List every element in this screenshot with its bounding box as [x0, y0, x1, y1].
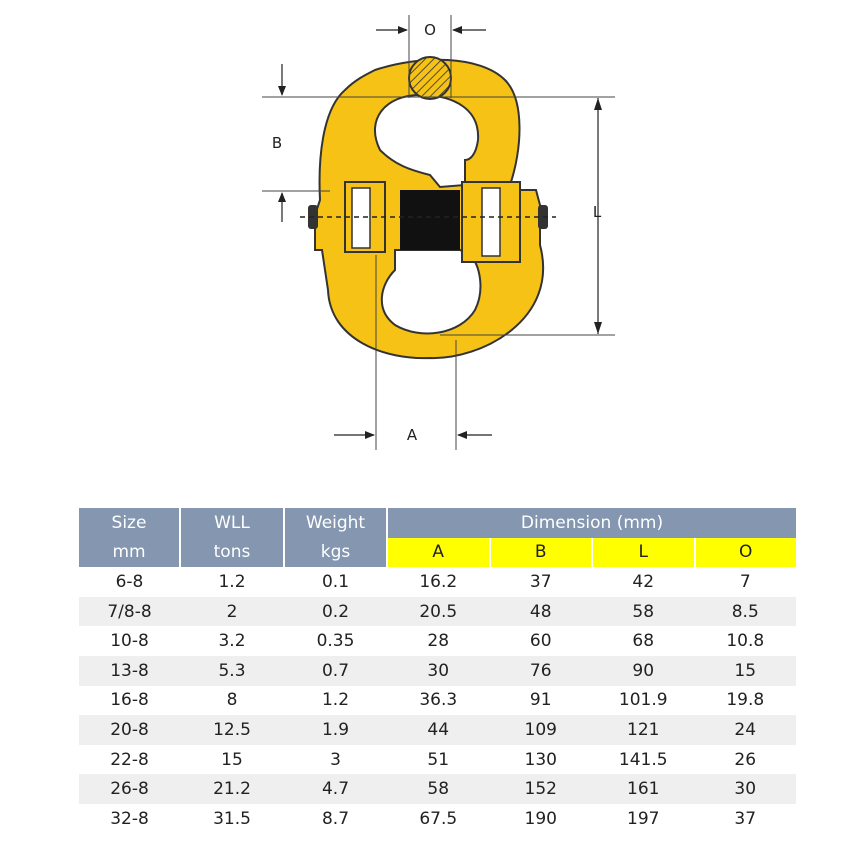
cell-l: 58 — [592, 597, 695, 627]
cell-a: 20.5 — [387, 597, 490, 627]
cell-weight: 3 — [284, 745, 387, 775]
table-row — [79, 656, 796, 686]
cell-weight: 0.7 — [284, 656, 387, 686]
cell-wll: 3.2 — [180, 626, 284, 656]
cell-b: 130 — [490, 745, 593, 775]
cell-l: 68 — [592, 626, 695, 656]
left-bracket-slot — [352, 188, 370, 248]
cell-o: 19.8 — [695, 686, 797, 716]
header-weight: Weight — [284, 508, 387, 538]
cell-size: 32-8 — [79, 804, 180, 834]
header-dim-o: O — [695, 538, 797, 568]
cell-b: 190 — [490, 804, 593, 834]
cell-a: 36.3 — [387, 686, 490, 716]
cell-a: 67.5 — [387, 804, 490, 834]
cell-weight: 0.2 — [284, 597, 387, 627]
cell-size: 10-8 — [79, 626, 180, 656]
spec-table — [79, 508, 796, 834]
header-dim-b: B — [490, 538, 593, 568]
cell-wll: 21.2 — [180, 774, 284, 804]
header-dim-a: A — [387, 538, 490, 568]
cell-size: 16-8 — [79, 686, 180, 716]
cell-wll: 15 — [180, 745, 284, 775]
header-dimension: Dimension (mm) — [387, 508, 796, 538]
dim-label-o: O — [424, 21, 436, 39]
cell-wll: 2 — [180, 597, 284, 627]
header-row-2 — [79, 538, 796, 568]
table-row — [79, 686, 796, 716]
cell-o: 8.5 — [695, 597, 797, 627]
header-wll-unit: tons — [180, 538, 284, 568]
cell-weight: 0.1 — [284, 567, 387, 597]
cell-l: 161 — [592, 774, 695, 804]
cell-l: 42 — [592, 567, 695, 597]
cell-wll: 31.5 — [180, 804, 284, 834]
dim-label-b: B — [271, 134, 283, 152]
cell-size: 6-8 — [79, 567, 180, 597]
cell-o: 15 — [695, 656, 797, 686]
header-wll: WLL — [180, 508, 284, 538]
cell-o: 24 — [695, 715, 797, 745]
table-row — [79, 626, 796, 656]
cell-b: 48 — [490, 597, 593, 627]
cell-a: 51 — [387, 745, 490, 775]
cell-o: 37 — [695, 804, 797, 834]
cell-weight: 1.2 — [284, 686, 387, 716]
table-row — [79, 567, 796, 597]
cell-o: 10.8 — [695, 626, 797, 656]
cell-a: 58 — [387, 774, 490, 804]
header-weight-unit: kgs — [284, 538, 387, 568]
cell-l: 141.5 — [592, 745, 695, 775]
cell-size: 22-8 — [79, 745, 180, 775]
cell-size: 26-8 — [79, 774, 180, 804]
header-dim-l: L — [592, 538, 695, 568]
header-row-1 — [79, 508, 796, 538]
table-row — [79, 597, 796, 627]
cell-weight: 8.7 — [284, 804, 387, 834]
cell-l: 197 — [592, 804, 695, 834]
cell-weight: 1.9 — [284, 715, 387, 745]
cell-l: 101.9 — [592, 686, 695, 716]
cell-b: 76 — [490, 656, 593, 686]
table-row — [79, 715, 796, 745]
o-section — [409, 57, 451, 99]
cell-b: 60 — [490, 626, 593, 656]
table-row — [79, 774, 796, 804]
cell-b: 109 — [490, 715, 593, 745]
table-body — [79, 567, 796, 833]
dim-label-a: A — [406, 426, 418, 444]
cell-a: 16.2 — [387, 567, 490, 597]
right-bracket-slot — [482, 188, 500, 256]
cell-l: 121 — [592, 715, 695, 745]
cell-b: 152 — [490, 774, 593, 804]
cell-wll: 5.3 — [180, 656, 284, 686]
cell-wll: 1.2 — [180, 567, 284, 597]
cell-size: 20-8 — [79, 715, 180, 745]
cell-o: 30 — [695, 774, 797, 804]
cell-a: 30 — [387, 656, 490, 686]
cell-b: 91 — [490, 686, 593, 716]
cell-size: 7/8-8 — [79, 597, 180, 627]
cell-a: 44 — [387, 715, 490, 745]
header-size-unit: mm — [79, 538, 180, 568]
cell-b: 37 — [490, 567, 593, 597]
table-row — [79, 804, 796, 834]
cell-o: 7 — [695, 567, 797, 597]
header-size: Size — [79, 508, 180, 538]
cell-weight: 4.7 — [284, 774, 387, 804]
cell-a: 28 — [387, 626, 490, 656]
cell-size: 13-8 — [79, 656, 180, 686]
dim-label-l: L — [592, 203, 602, 221]
central-pin — [400, 190, 460, 250]
cell-wll: 8 — [180, 686, 284, 716]
cell-weight: 0.35 — [284, 626, 387, 656]
cell-o: 26 — [695, 745, 797, 775]
cell-wll: 12.5 — [180, 715, 284, 745]
table-row — [79, 745, 796, 775]
cell-l: 90 — [592, 656, 695, 686]
